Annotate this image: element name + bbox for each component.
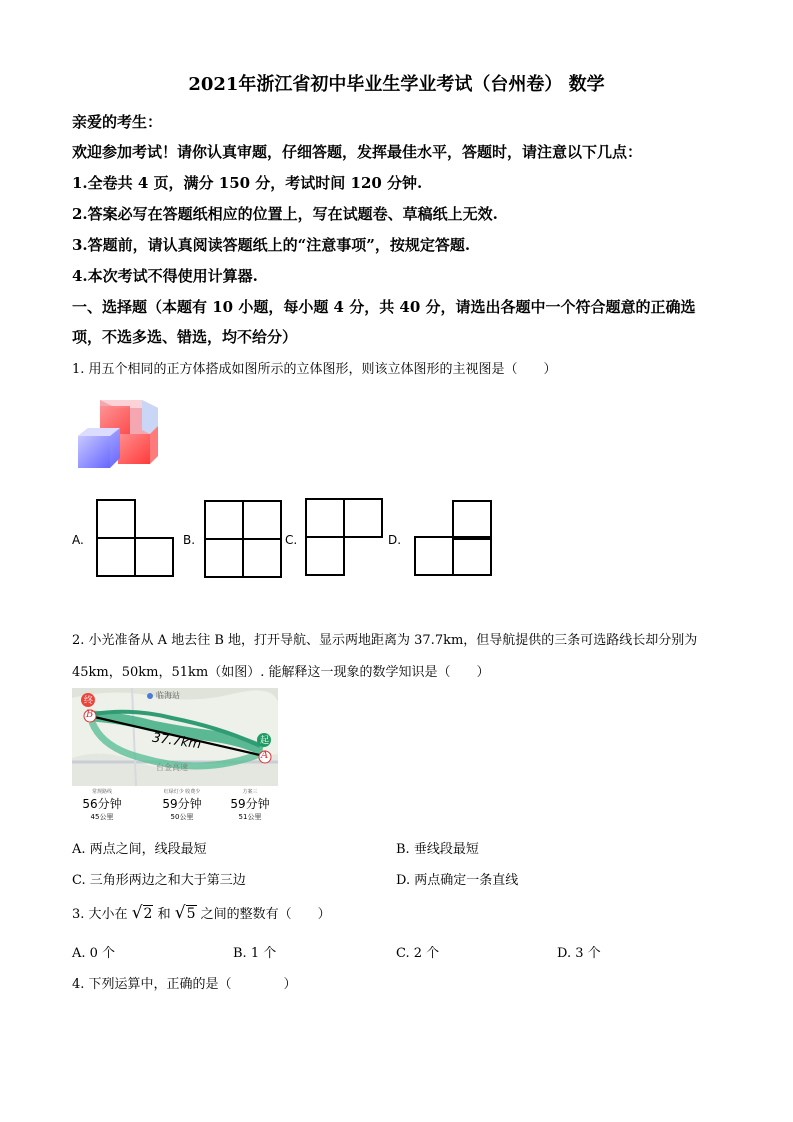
- route-1: [72, 788, 132, 822]
- route-1-time: 56分钟: [82, 797, 122, 811]
- section-heading: 一、选择题（本题有 10 小题，每小题 4 分，共 40 分，请选出各题中一个符合题意的正确选: [72, 298, 696, 316]
- road-label: 台金高速: [156, 763, 188, 772]
- q1-option-c-figure: [305, 498, 383, 576]
- page-title: 2021年浙江省初中毕业生学业考试（台州卷） 数学: [188, 74, 605, 95]
- sqrt-2-radicand: 2: [143, 906, 153, 922]
- start-marker: 起: [260, 736, 270, 746]
- q3-mid: 和: [157, 907, 171, 922]
- question-3-text: [72, 903, 331, 923]
- greeting: 亲爱的考生：: [72, 113, 163, 131]
- navigation-map: [72, 688, 278, 786]
- route-1-dist: 45公里: [90, 813, 114, 821]
- q1-option-b-figure: [204, 500, 282, 578]
- question-1-text: 1. 用五个相同的正方体搭成如图所示的立体图形，则该立体图形的主视图是（ ）: [72, 362, 557, 377]
- question-2-line1: 2. 小光准备从 A 地去往 B 地，打开导航、显示两地距离为 37.7km，但导航提供的三条可选路线长却分别为: [72, 633, 698, 648]
- note-3: 3.答题前，请认真阅读答题纸上的“注意事项”，按规定答题.: [72, 236, 471, 254]
- point-a-label: A: [261, 750, 269, 761]
- route-3: [220, 788, 280, 822]
- question-4-text: 4. 下列运算中，正确的是（ ）: [72, 977, 297, 992]
- distance-label: 37.7km: [151, 730, 202, 753]
- route-list: [72, 788, 282, 828]
- route-2-tag: 红绿灯少 收费少: [163, 789, 201, 795]
- section-heading-cont: 项，不选多选、错选，均不给分）: [72, 328, 298, 346]
- route-1-tag: 常规路线: [91, 789, 112, 795]
- sqrt-5-radicand: 5: [186, 906, 196, 922]
- q3-suffix: 之间的整数有（ ）: [200, 907, 331, 922]
- route-3-dist: 51公里: [238, 813, 262, 821]
- note-4: 4.本次考试不得使用计算器.: [72, 267, 258, 285]
- note-2: 2.答案必写在答题纸相应的位置上，写在试题卷、草稿纸上无效.: [72, 205, 498, 223]
- welcome-text: 欢迎参加考试！请你认真审题，仔细答题，发挥最佳水平，答题时，请注意以下几点：: [72, 143, 643, 161]
- q3-prefix: 3. 大小在: [72, 907, 128, 922]
- cube-figure: [74, 396, 166, 474]
- q1-option-d-figure: [414, 500, 492, 576]
- q2-option-c: C. 三角形两边之和大于第三边: [72, 873, 246, 888]
- route-2: [152, 788, 212, 822]
- sqrt-2: √2: [131, 903, 153, 923]
- q2-option-a: A. 两点之间，线段最短: [72, 842, 207, 857]
- q3-option-d: D. 3 个: [557, 946, 601, 961]
- q3-option-c: C. 2 个: [396, 946, 440, 961]
- q2-option-d: D. 两点确定一条直线: [396, 873, 519, 888]
- q1-option-d-label: D.: [388, 533, 402, 547]
- route-3-tag: 方案三: [242, 789, 258, 795]
- route-2-time: 59分钟: [162, 797, 202, 811]
- question-2-line2: 45km，50km，51km（如图）. 能解释这一现象的数学知识是（ ）: [72, 665, 490, 680]
- place-label: 临海站: [156, 691, 180, 700]
- q1-option-a-figure: [96, 499, 176, 577]
- q1-option-a-label: A.: [72, 533, 84, 547]
- point-b-label: B: [86, 709, 94, 720]
- q3-option-a: A. 0 个: [72, 946, 116, 961]
- note-1: 1.全卷共 4 页，满分 150 分，考试时间 120 分钟.: [72, 174, 423, 192]
- q3-option-b: B. 1 个: [233, 946, 277, 961]
- q1-option-c-label: C.: [285, 533, 298, 547]
- q1-option-b-label: B.: [183, 533, 196, 547]
- route-3-time: 59分钟: [230, 797, 270, 811]
- end-marker: 终: [84, 696, 94, 706]
- route-2-dist: 50公里: [170, 813, 194, 821]
- q2-option-b: B. 垂线段最短: [396, 842, 479, 857]
- sqrt-5: √5: [174, 903, 196, 923]
